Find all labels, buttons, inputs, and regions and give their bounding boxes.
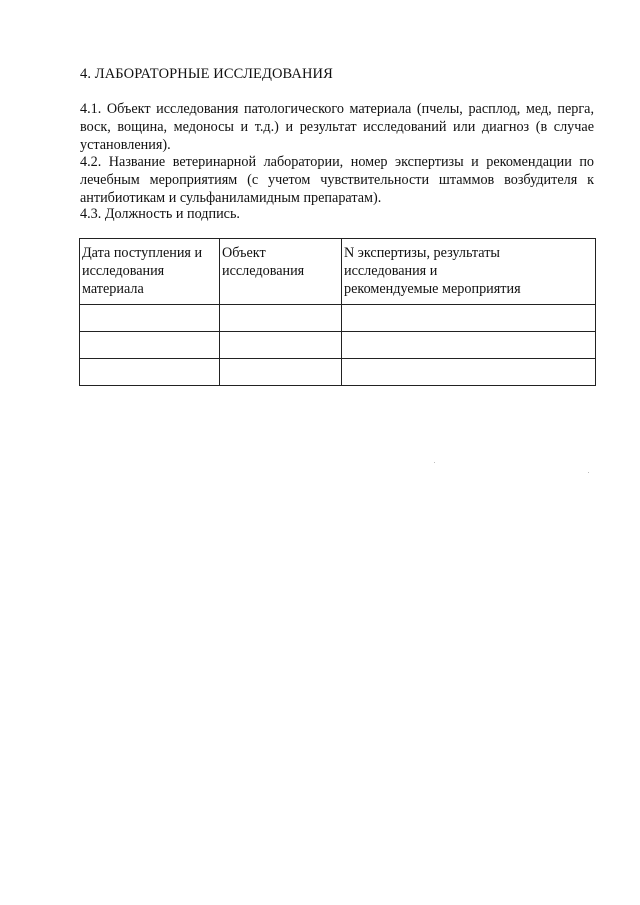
scan-speck — [434, 462, 435, 463]
section-title: 4. ЛАБОРАТОРНЫЕ ИССЛЕДОВАНИЯ — [80, 66, 333, 82]
table-cell — [80, 332, 220, 359]
table-cell — [80, 359, 220, 386]
table-row — [80, 359, 596, 386]
scan-speck — [588, 472, 589, 473]
table-cell — [220, 359, 342, 386]
table-cell — [342, 305, 596, 332]
table-cell — [80, 305, 220, 332]
table-row — [80, 332, 596, 359]
paragraph-4-2: 4.2. Название ветеринарной лаборатории, номер экспертизы и рекомендации по лечебным мероприятиям (с учетом чувствительности штаммов возбудителя к антибиотикам и сульфаниламидным препаратам). — [80, 154, 594, 206]
paragraph-4-1: 4.1. Объект исследования патологического материала (пчелы, расплод, мед, перга, воск, вощина, медоносы и т.д.) и результат исследований или диагноз (в случае установления). — [80, 101, 594, 153]
table-row — [80, 305, 596, 332]
header-expertise-results: N экспертизы, результаты исследования и рекомендуемые мероприятия — [342, 239, 596, 305]
paragraph-4-3: 4.3. Должность и подпись. — [80, 206, 240, 222]
table-cell — [342, 359, 596, 386]
table-cell — [220, 332, 342, 359]
header-object: Объект исследования — [220, 239, 342, 305]
table-cell — [342, 332, 596, 359]
header-date-received: Дата поступления и исследования материала — [80, 239, 220, 305]
table-header-row — [80, 239, 596, 305]
lab-results-table — [79, 238, 596, 386]
table-cell — [220, 305, 342, 332]
